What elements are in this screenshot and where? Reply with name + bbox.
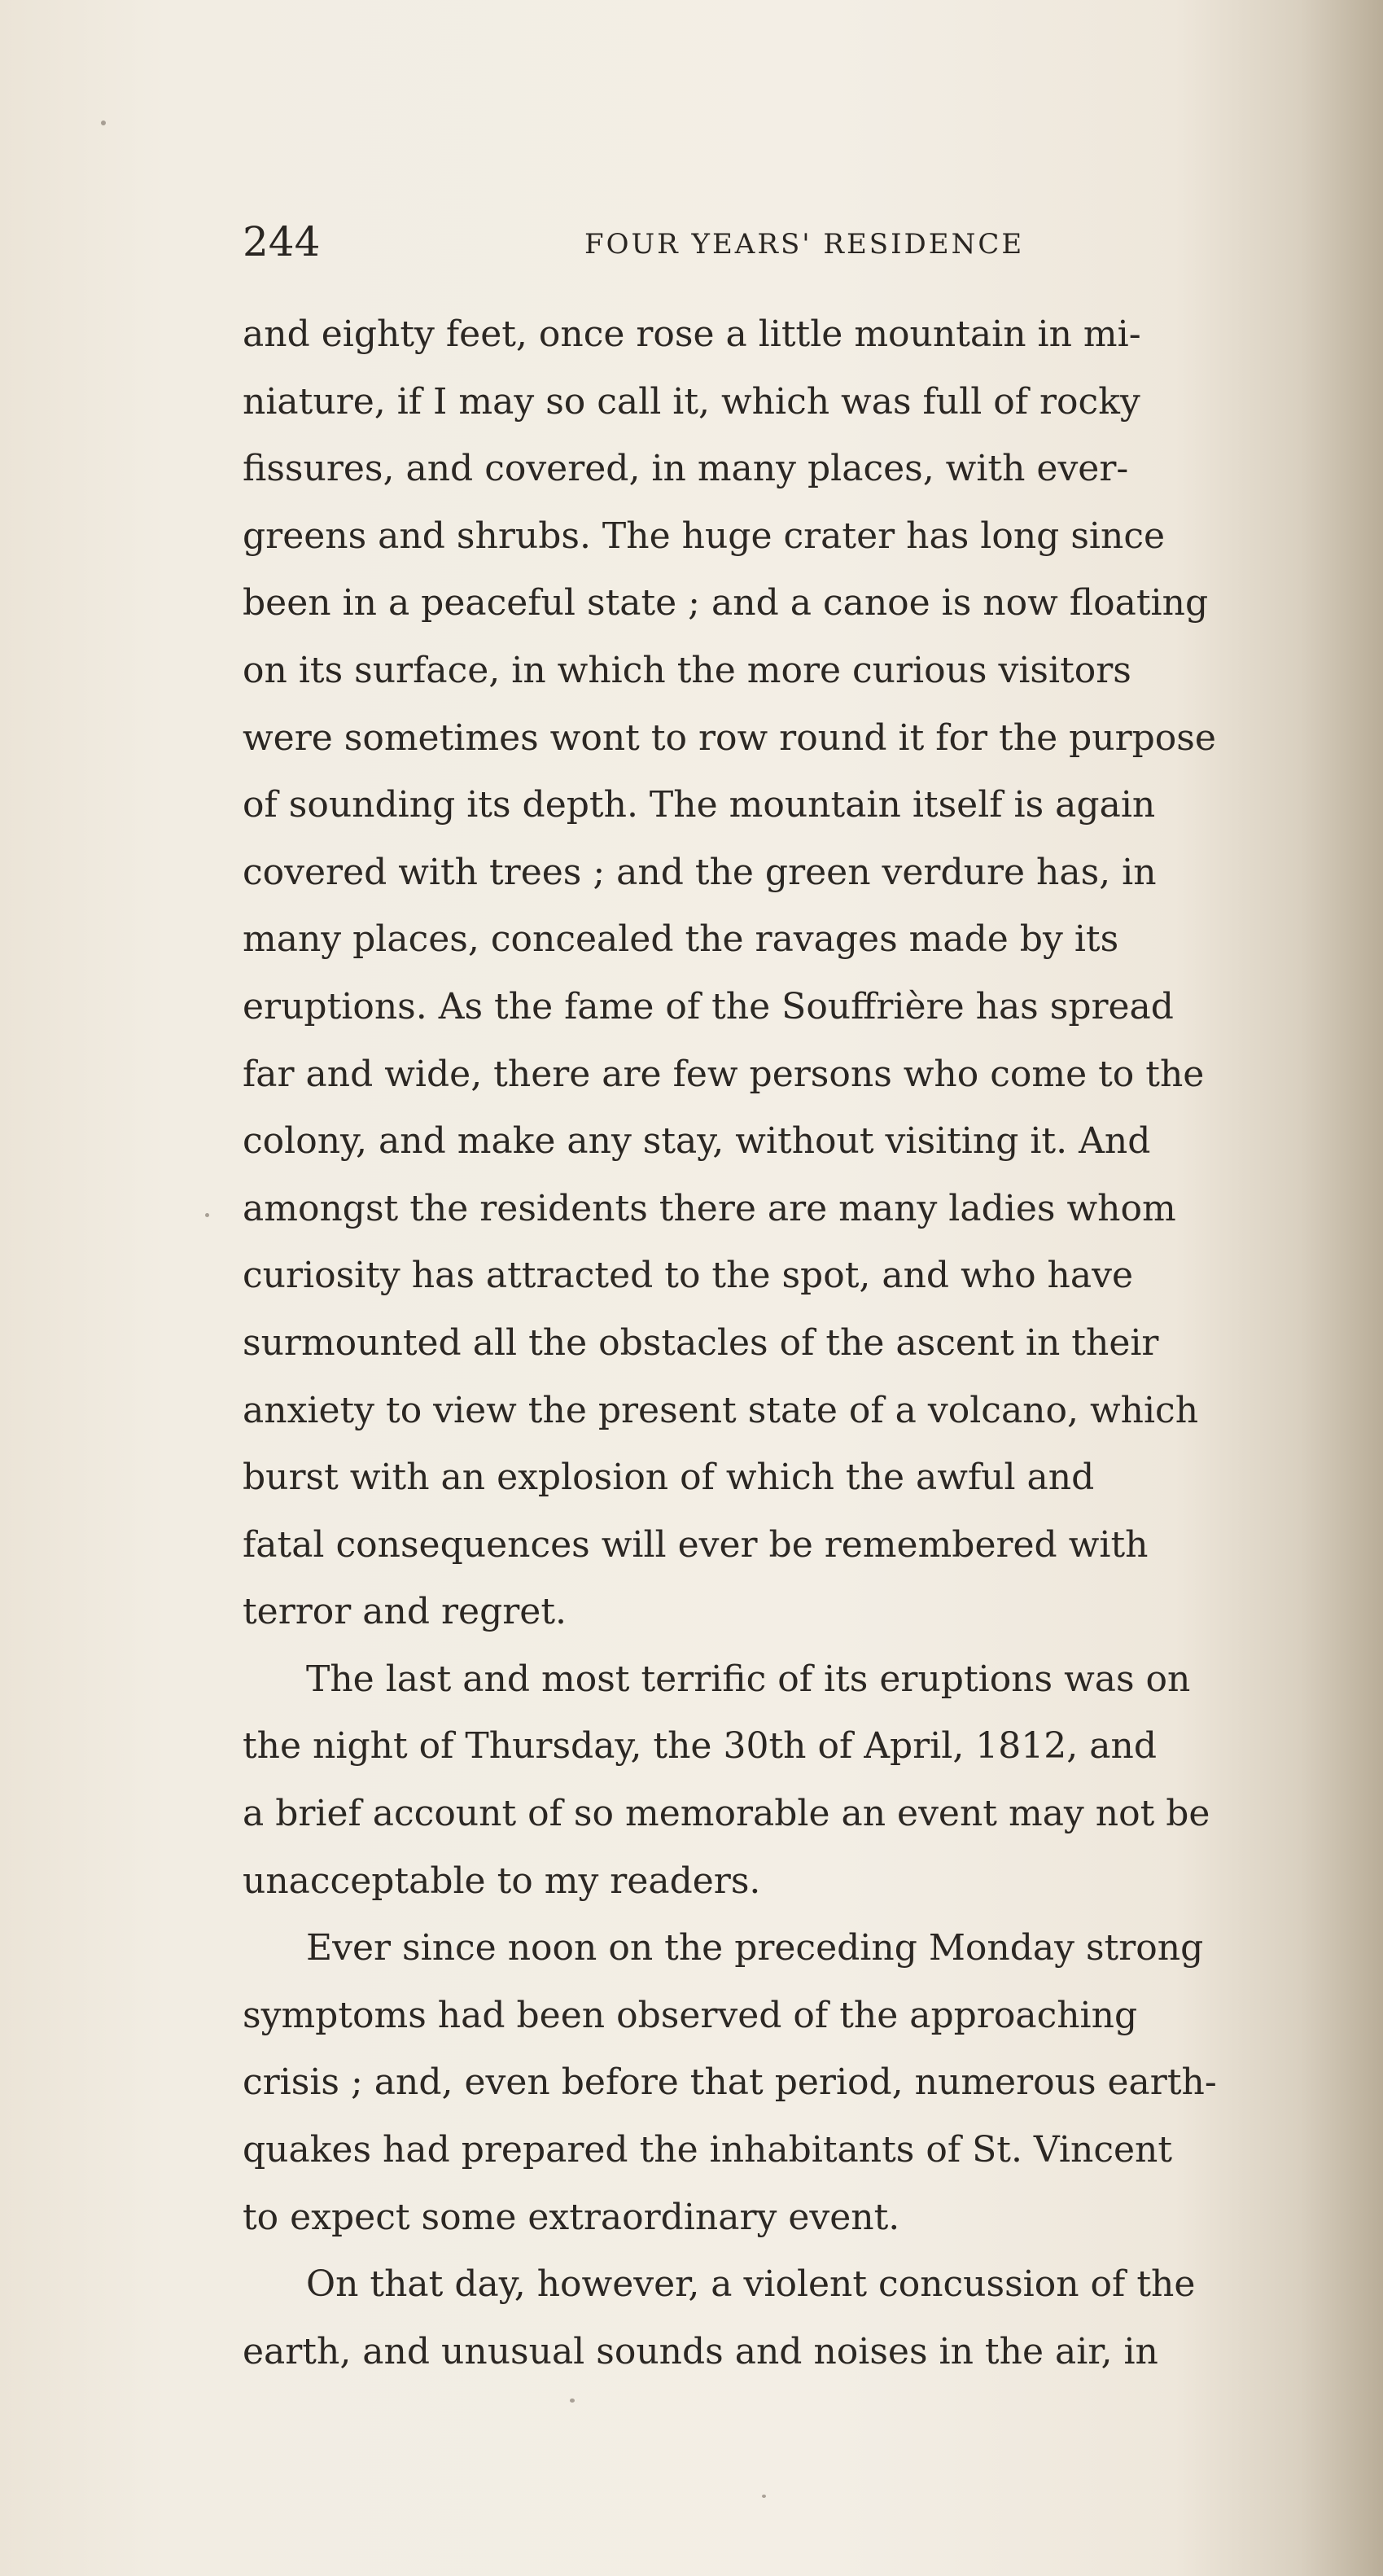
paper-speck (205, 1213, 209, 1217)
page-number: 244 (243, 218, 321, 265)
text-line: anxiety to view the present state of a volcano, which (243, 1389, 1199, 1431)
text-line: quakes had prepared the inhabitants of St. Vincent (243, 2129, 1173, 2171)
paper-speck (762, 2495, 766, 2498)
text-line: covered with trees ; and the green verdure has, in (243, 851, 1157, 893)
text-line: unacceptable to my readers. (243, 1860, 761, 1902)
text-line: and eighty feet, once rose a little mountain in mi- (243, 313, 1141, 355)
running-head: FOUR YEARS' RESIDENCE (584, 228, 1025, 261)
text-line: many places, concealed the ravages made by its (243, 918, 1119, 961)
text-line: symptoms had been observed of the approaching (243, 1994, 1138, 2036)
body-text (243, 301, 1374, 2385)
text-line: colony, and make any stay, without visiting it. And (243, 1120, 1151, 1163)
text-line: terror and regret. (243, 1591, 567, 1633)
text-line: niature, if I may so call it, which was full of rocky (243, 380, 1140, 423)
paragraph-first-line: Ever since noon on the preceding Monday strong (306, 1927, 1204, 1969)
text-line: earth, and unusual sounds and noises in the air, in (243, 2330, 1158, 2372)
text-line: crisis ; and, even before that period, numerous earth- (243, 2061, 1217, 2104)
text-line: the night of Thursday, the 30th of April, 1812, and (243, 1725, 1157, 1768)
paragraph-first-line: The last and most terrific of its eruptions was on (306, 1658, 1191, 1700)
text-line: surmounted all the obstacles of the ascent in their (243, 1321, 1159, 1364)
page-header (243, 213, 1105, 270)
paper-speck (101, 120, 106, 125)
text-line: on its surface, in which the more curious visitors (243, 649, 1131, 691)
text-line: were sometimes wont to row round it for the purpose (243, 716, 1216, 759)
text-line: amongst the residents there are many ladies whom (243, 1187, 1176, 1229)
text-line: of sounding its depth. The mountain itself is again (243, 784, 1156, 826)
text-line: eruptions. As the fame of the Souffrière has spread (243, 985, 1174, 1027)
text-line: been in a peaceful state ; and a canoe is now floating (243, 582, 1209, 624)
text-line: fissures, and covered, in many places, with ever- (243, 448, 1129, 490)
text-line: curiosity has attracted to the spot, and who have (243, 1255, 1134, 1297)
text-line: burst with an explosion of which the awful and (243, 1457, 1095, 1499)
text-line: fatal consequences will ever be remembered with (243, 1523, 1149, 1566)
text-line: greens and shrubs. The huge crater has long since (243, 515, 1165, 557)
paragraph-first-line: On that day, however, a violent concussion of the (306, 2263, 1196, 2306)
text-line: a brief account of so memorable an event may not be (243, 1793, 1210, 1835)
paper-speck (570, 2399, 575, 2403)
text-line: to expect some extraordinary event. (243, 2196, 900, 2238)
text-line: far and wide, there are few persons who come to the (243, 1053, 1205, 1095)
